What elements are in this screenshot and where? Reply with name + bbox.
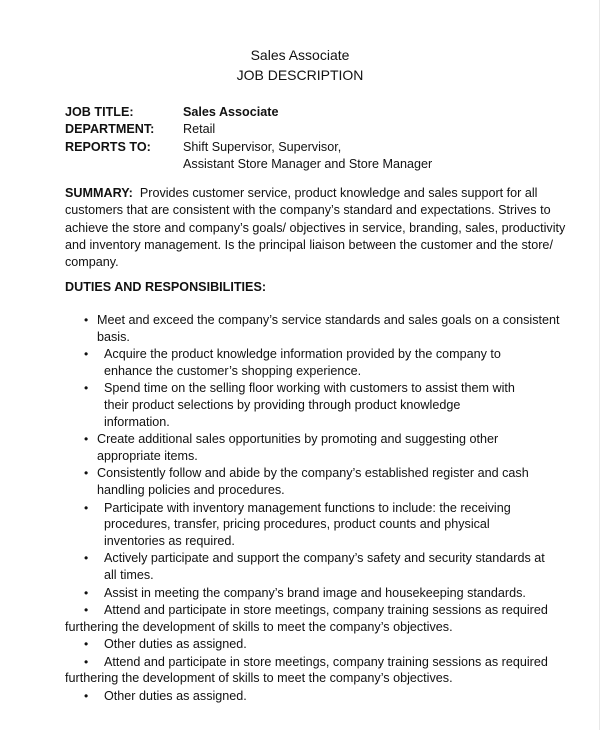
bullet-icon: •: [84, 603, 89, 618]
duties-heading: DUTIES AND RESPONSIBILITIES:: [65, 280, 267, 294]
reports-to-row: [65, 139, 432, 156]
bullet-icon: •: [84, 585, 89, 600]
reports-to-value: Shift Supervisor, Supervisor,: [183, 139, 342, 154]
duty-line: Assist in meeting the company’s brand image and housekeeping standards.: [104, 585, 526, 600]
duty-item: [0, 465, 600, 498]
bullet-icon: •: [84, 551, 89, 566]
duty-line: all times.: [104, 567, 154, 582]
duty-line: furthering the development of skills to meet the company’s objectives.: [65, 671, 453, 686]
duty-line: Acquire the product knowledge information provided by the company to: [104, 347, 501, 362]
duty-item: [0, 431, 600, 464]
duty-line: basis.: [97, 329, 130, 344]
reports-to-value-continued: Assistant Store Manager and Store Manager: [183, 156, 433, 171]
duty-line: Participate with inventory management functions to include: the receiving: [104, 500, 511, 515]
reports-to-label: REPORTS TO:: [65, 139, 151, 154]
bullet-icon: •: [84, 432, 89, 447]
bullet-icon: •: [84, 654, 89, 669]
job-title-label: JOB TITLE:: [65, 105, 134, 119]
duty-line: Other duties as assigned.: [104, 689, 247, 704]
duty-item: [0, 602, 600, 635]
duty-item: [0, 346, 600, 379]
bullet-icon: •: [84, 347, 89, 362]
bullet-icon: •: [84, 500, 89, 515]
duty-item: [0, 585, 600, 602]
summary-label: SUMMARY:: [65, 186, 133, 200]
duty-line: Consistently follow and abide by the company’s established register and cash: [97, 466, 529, 481]
duty-item: [0, 312, 600, 345]
summary-section: [65, 185, 565, 271]
summary-line: company.: [65, 255, 119, 270]
summary-line: achieve the store and company’s goals/ objectives in service, branding, sales, productivity: [65, 220, 566, 235]
bullet-icon: •: [84, 637, 89, 652]
duty-item: [0, 380, 600, 430]
duty-line: inventories as required.: [104, 533, 235, 548]
duty-line: Meet and exceed the company’s service standards and sales goals on a consistent: [97, 313, 560, 327]
duty-line: their product selections by providing through product knowledge: [104, 397, 461, 412]
document-subtitle: JOB DESCRIPTION: [236, 67, 364, 83]
document-title: Sales Associate: [250, 47, 350, 63]
duties-list: [0, 312, 600, 706]
duty-line: handling policies and procedures.: [97, 482, 285, 497]
summary-text: Provides customer service, product knowledge and sales support for all: [139, 186, 538, 200]
duty-line: Attend and participate in store meetings, company training sessions as required: [104, 603, 548, 618]
summary-line: customers that are consistent with the company’s standard and expectations. Strives to: [65, 203, 551, 218]
duty-line: Other duties as assigned.: [104, 637, 247, 652]
duty-line: appropriate items.: [97, 448, 198, 463]
duty-line: Attend and participate in store meetings, company training sessions as required: [104, 654, 548, 669]
duty-line: Actively participate and support the company’s safety and security standards at: [104, 551, 545, 566]
department-row: [65, 121, 432, 138]
summary-line: and inventory management. Is the principal liaison between the customer and the store/: [65, 237, 553, 252]
duty-line: furthering the development of skills to meet the company’s objectives.: [65, 619, 453, 634]
duty-item: [0, 550, 600, 583]
duty-line: information.: [104, 414, 170, 429]
bullet-icon: •: [84, 466, 89, 481]
department-label: DEPARTMENT:: [65, 122, 155, 137]
duty-item: [0, 654, 600, 687]
bullet-icon: •: [84, 381, 89, 396]
duty-line: Create additional sales opportunities by promoting and suggesting other: [97, 432, 499, 447]
job-title-row: [65, 104, 432, 121]
meta-spacer: [65, 156, 183, 173]
duty-item: [0, 688, 600, 705]
reports-to-row-continued: [65, 156, 432, 173]
duty-line: enhance the customer’s shopping experience.: [104, 363, 362, 378]
job-title-value: Sales Associate: [183, 105, 279, 119]
department-value: Retail: [183, 122, 216, 137]
bullet-icon: •: [84, 689, 89, 704]
bullet-icon: •: [84, 313, 89, 327]
duty-line: Spend time on the selling floor working with customers to assist them with: [104, 381, 515, 396]
duty-item: [0, 636, 600, 653]
duty-line: procedures, transfer, pricing procedures, product counts and physical: [104, 517, 490, 532]
job-meta: [65, 104, 432, 173]
summary-line: [65, 185, 565, 202]
duty-item: [0, 500, 600, 550]
